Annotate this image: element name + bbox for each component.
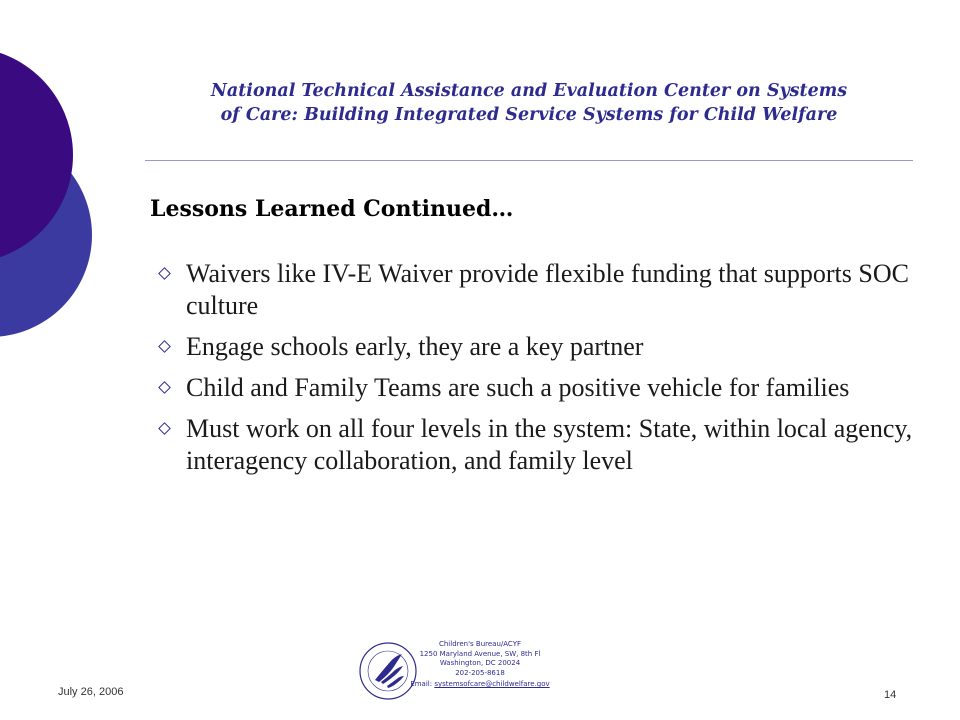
footer-date: July 26, 2006 <box>58 686 124 698</box>
slide-header <box>145 80 913 127</box>
diamond-bullet-icon <box>158 340 171 353</box>
contact-block <box>380 640 580 690</box>
contact-address-line-2: Washington, DC 20024 <box>439 659 521 667</box>
bullet-item <box>150 372 920 404</box>
slide-subtitle: Lessons Learned Continued… <box>150 196 514 222</box>
header-divider <box>145 160 913 161</box>
decorative-circles <box>0 0 140 400</box>
bullet-text: Must work on all four levels in the system: State, within local agency, interagency collaboration, and family level <box>186 414 913 475</box>
header-line-2: of Care: Building Integrated Service Systems for Child Welfare <box>220 104 838 125</box>
email-label: Email: <box>410 680 433 688</box>
bullet-item <box>150 413 920 477</box>
bullet-text: Child and Family Teams are such a positive vehicle for families <box>186 373 850 402</box>
contact-phone: 202-205-8618 <box>455 668 505 677</box>
diamond-bullet-icon <box>158 267 171 280</box>
email-link[interactable]: systemsofcare@childwelfare.gov <box>434 680 550 688</box>
diamond-bullet-icon <box>158 422 171 435</box>
contact-org: Children's Bureau/ACYF <box>438 640 521 648</box>
bullet-item <box>150 331 920 363</box>
bullet-list <box>150 258 920 486</box>
bullet-text: Waivers like IV-E Waiver provide flexible funding that supports SOC culture <box>186 259 909 320</box>
contact-email-row <box>380 680 580 690</box>
contact-address-line-1: 1250 Maryland Avenue, SW, 8th Fl <box>419 649 541 658</box>
page-number: 14 <box>884 689 897 701</box>
bullet-text: Engage schools early, they are a key partner <box>186 332 644 361</box>
bullet-item <box>150 258 920 322</box>
diamond-bullet-icon <box>158 381 171 394</box>
header-line-1: National Technical Assistance and Evaluation Center on Systems <box>210 81 848 101</box>
